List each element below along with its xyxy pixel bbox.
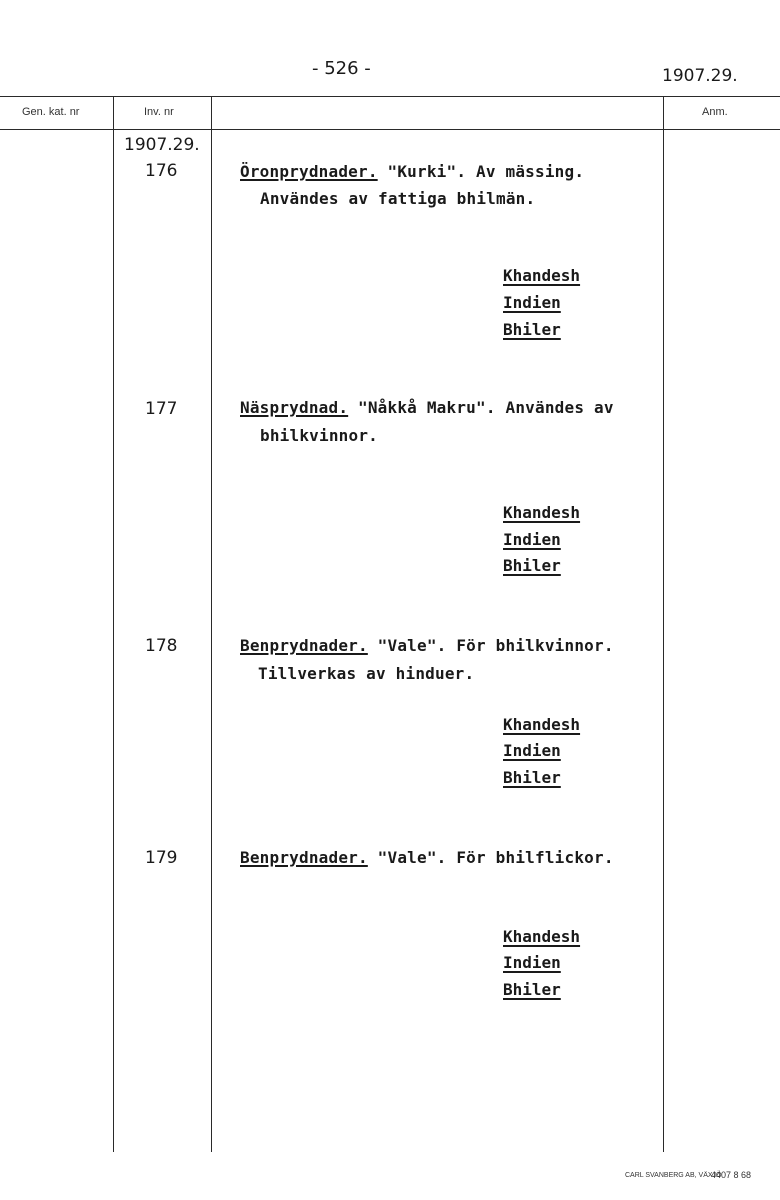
column-divider-1 [113,96,114,1152]
entry-title: Benprydnader. [240,636,368,655]
year-reference: 1907.29. [662,66,738,86]
entry-line-2: bhilkvinnor. [260,426,378,445]
entry-line-2: Användes av fattiga bhilmän. [260,189,536,208]
series-label: 1907.29. [124,135,200,155]
inv-number: 177 [145,399,178,419]
column-divider-2 [211,96,212,1152]
column-header-inv-nr: Inv. nr [144,106,174,118]
entry-description: "Vale". För bhilkvinnor. [367,636,614,655]
column-header-gen-kat-nr: Gen. kat. nr [22,106,80,118]
column-header-anm: Anm. [702,106,728,118]
entry-line-1 [240,848,614,867]
entry-line-1 [240,636,614,655]
place-people: Bhiler [503,768,561,787]
place-people: Bhiler [503,320,561,339]
printer-imprint: CARL SVANBERG AB, VÄXJÖ [625,1172,722,1179]
place-region: Khandesh [503,503,581,522]
place-country: Indien [503,530,561,549]
place-country: Indien [503,741,561,760]
inv-number: 176 [145,161,178,181]
inv-number: 179 [145,848,178,868]
entry-line-1 [240,162,584,181]
entry-description: "Vale". För bhilflickor. [367,848,614,867]
entry-title: Benprydnader. [240,848,368,867]
entry-title: Näsprydnad. [240,398,349,417]
entry-line-2: Tillverkas av hinduer. [258,664,475,683]
entry-description: "Kurki". Av mässing. [377,162,585,181]
inv-number: 178 [145,636,178,656]
entry-description: "Nåkkå Makru". Användes av [348,398,614,417]
entry-title: Öronprydnader. [240,162,378,181]
place-region: Khandesh [503,927,581,946]
page-number: - 526 - [312,58,371,79]
place-region: Khandesh [503,266,581,285]
form-code: 4407 8 68 [711,1170,752,1180]
place-people: Bhiler [503,980,561,999]
entry-line-1 [240,398,614,417]
place-people: Bhiler [503,556,561,575]
place-region: Khandesh [503,715,581,734]
column-divider-3 [663,96,664,1152]
place-country: Indien [503,953,561,972]
place-country: Indien [503,293,561,312]
